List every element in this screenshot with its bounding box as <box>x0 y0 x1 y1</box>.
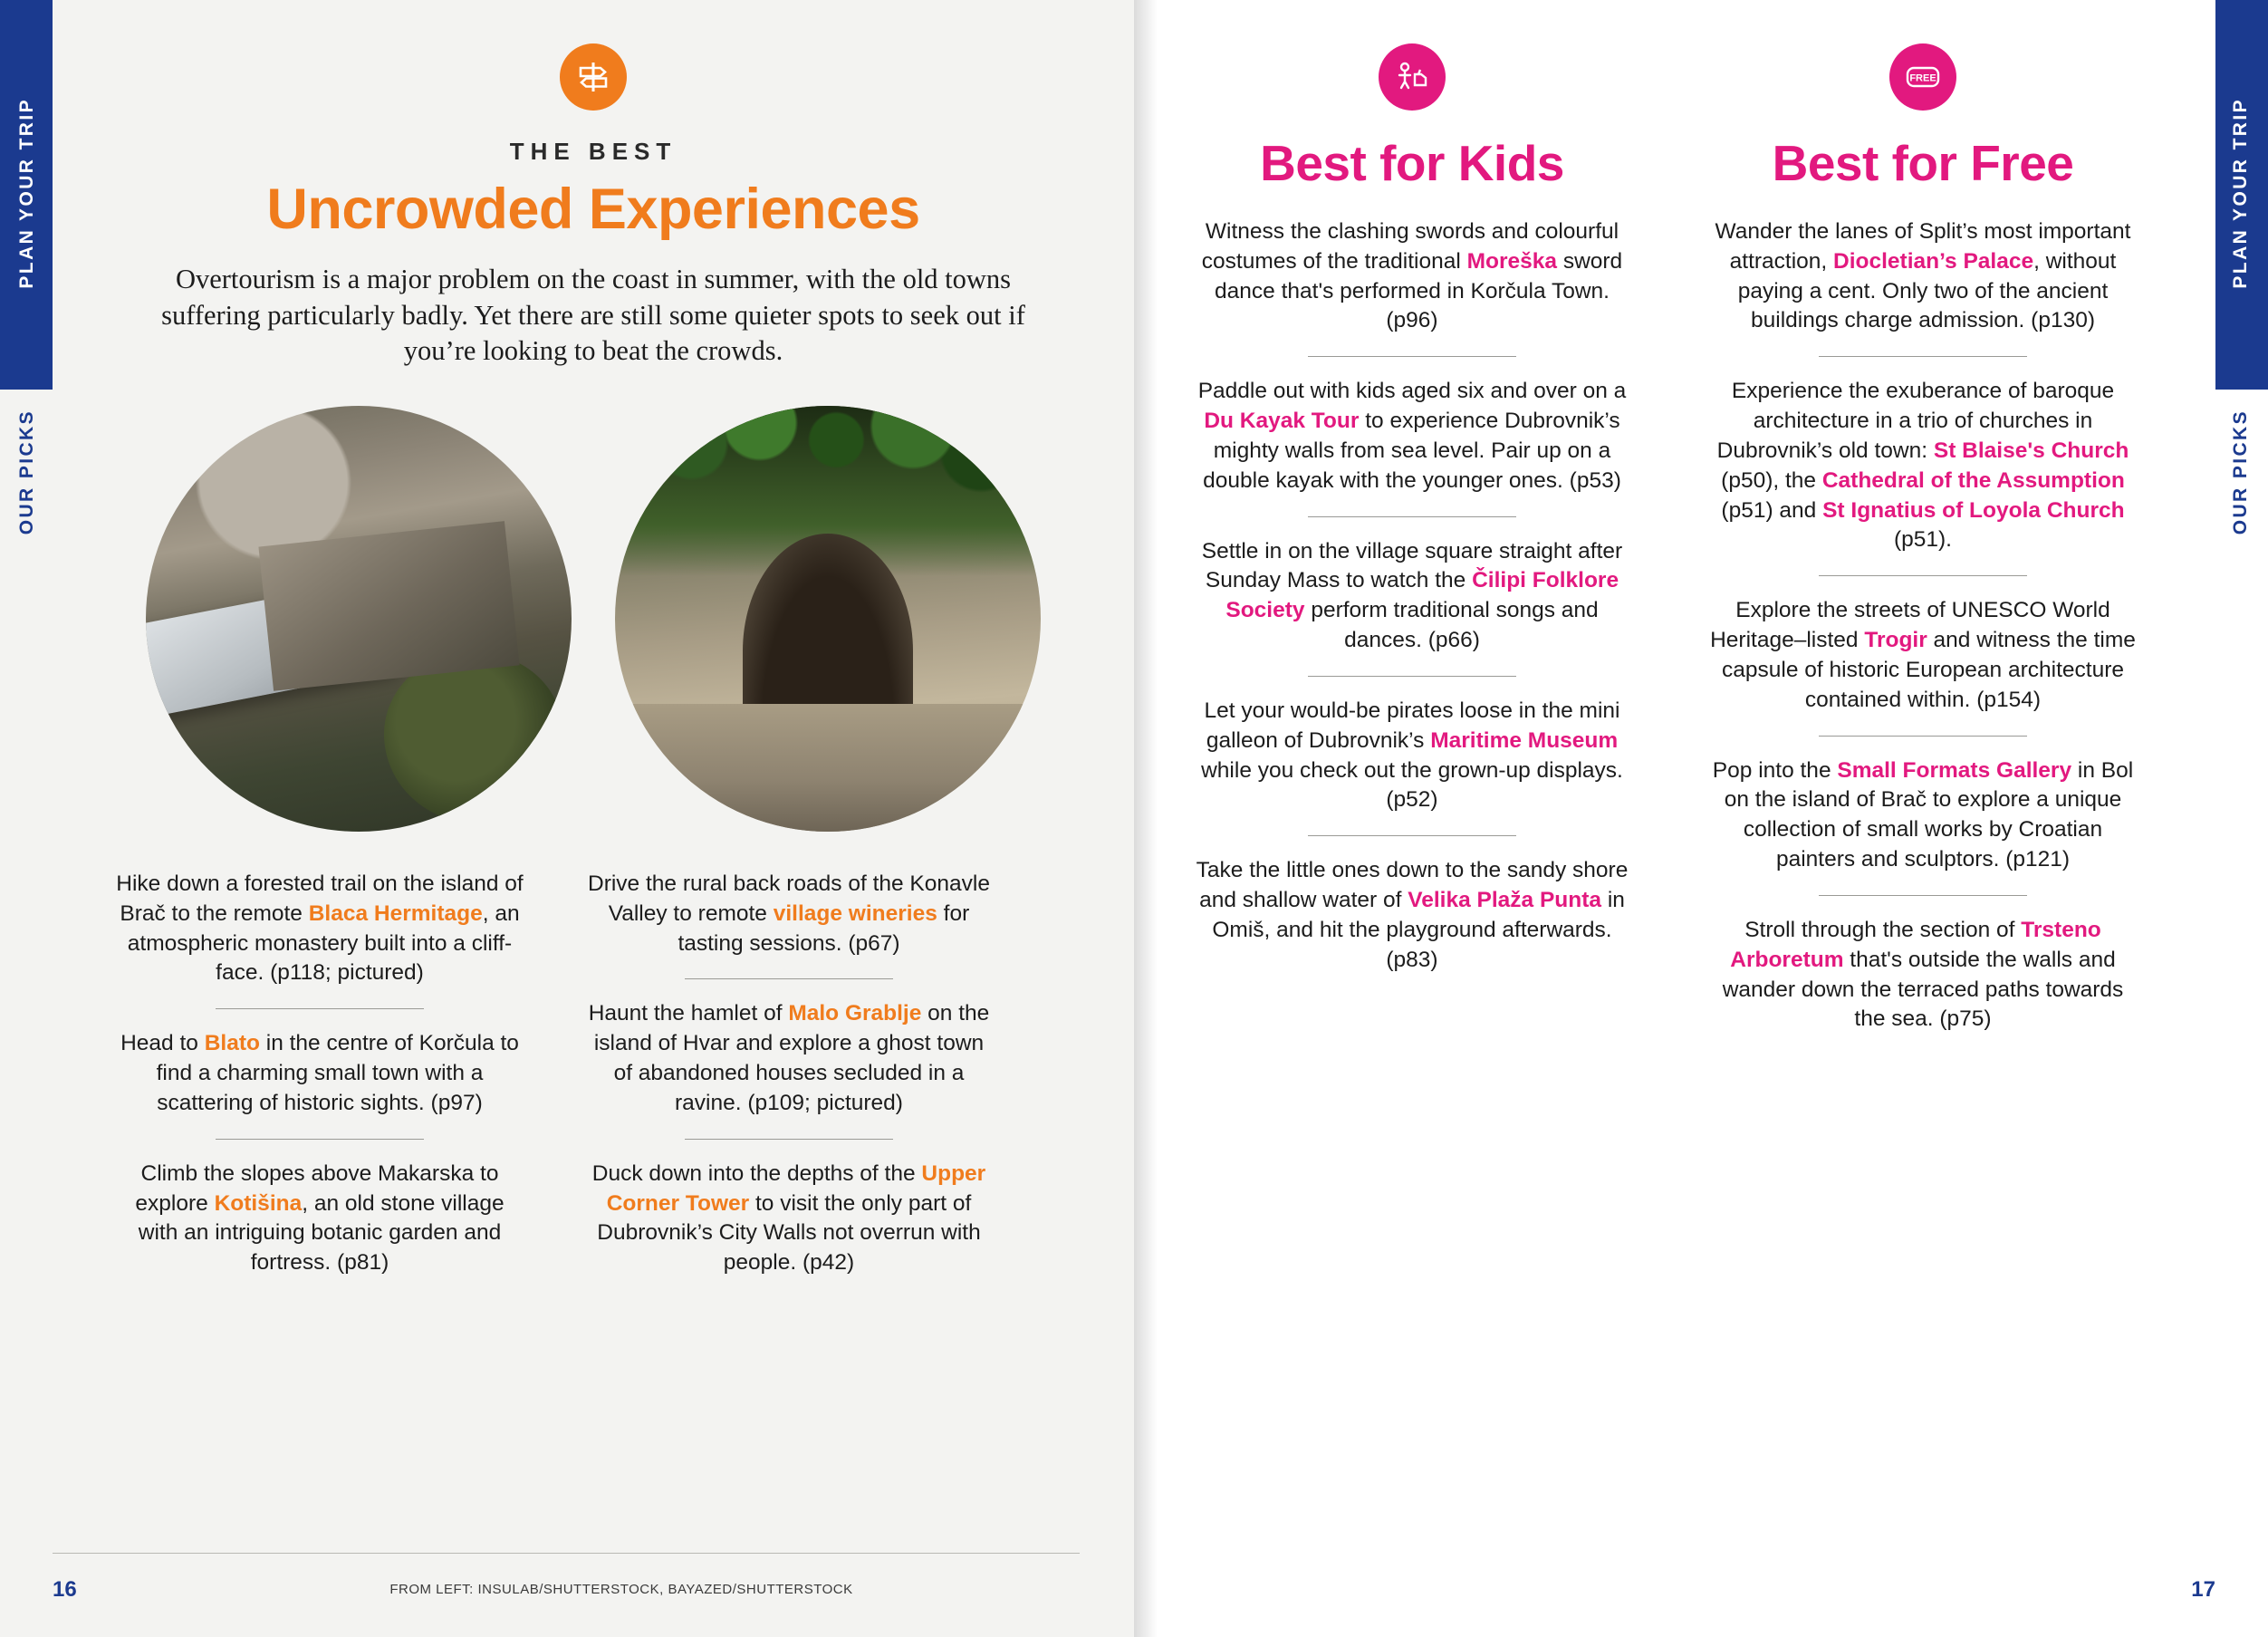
highlight-term: Cathedral of the Assumption <box>1821 467 2125 493</box>
highlight-term: Velika Plaža Punta <box>1408 888 1602 913</box>
highlight-term: Small Formats Gallery <box>1837 757 2072 783</box>
right-page <box>1134 0 2268 1637</box>
list-item: Pop into the Small Formats Gallery in Bol on the island of Brač to explore a unique collection of small works by Croatian painters and sculptors. (p121) <box>1712 757 2134 872</box>
section-title-best-for-free: Best for Free <box>1772 135 2074 191</box>
highlight-term: St Blaise's Church <box>1933 438 2129 463</box>
item-divider <box>1308 356 1516 357</box>
page-number-left: 16 <box>53 1577 77 1602</box>
highlight-term: Maritime Museum <box>1430 727 1619 753</box>
list-item: Let your would-be pirates loose in the mini galleon of Dubrovnik’s Maritime Museum while you check out the grown-up displays. (p52) <box>1201 698 1623 813</box>
vertical-tab-label: PLAN YOUR TRIP <box>2230 98 2251 289</box>
item-divider <box>216 1008 424 1009</box>
left-text-columns <box>107 870 1080 1278</box>
kicker-the-best: THE BEST <box>509 138 678 165</box>
list-item: Stroll through the section of Trsteno Arboretum that's outside the walls and wander down the terraced paths towards the sea. (p75) <box>1722 917 2124 1032</box>
vertical-tab-label-our-picks-left: OUR PICKS <box>16 409 37 535</box>
vertical-tab-plan-your-trip-left <box>0 0 53 390</box>
list-item: Hike down a forested trail on the island of Brač to the remote Blaca Hermitage, an atmospheric monastery built into a cliff-face. (p118; pictured) <box>116 871 524 986</box>
intro-paragraph: Overtourism is a major problem on the coast in summer, with the old towns suffering particularly badly. Yet there are still some quieter spots to seek out if you’re looking to beat the crowds. <box>161 264 1025 367</box>
list-item: Paddle out with kids aged six and over on a Du Kayak Tour to experience Dubrovnik’s mighty walls from sea level. Pair up on a double kayak with the younger ones. (p53) <box>1197 379 1627 493</box>
list-item: Explore the streets of UNESCO World Heritage–listed Trogir and witness the time capsule of historic European architecture contained within. (p154) <box>1710 598 2136 712</box>
list-item: Wander the lanes of Split’s most important attraction, Diocletian’s Palace, without paying a cent. Only two of the ancient buildings charge admission. (p130) <box>1715 219 2131 333</box>
item-divider <box>1819 736 2027 737</box>
list-item: Head to Blato in the centre of Korčula to find a charming small town with a scattering of historic sights. (p97) <box>120 1031 519 1115</box>
puppet-show-icon <box>1379 43 1446 111</box>
highlight-term: Upper Corner Tower <box>606 1160 986 1216</box>
free-badge-icon <box>1889 43 1956 111</box>
column-uncrowded-left <box>107 870 533 1278</box>
item-divider <box>685 978 893 979</box>
highlight-term: Moreška <box>1466 248 1558 274</box>
highlight-term: Kotišina <box>214 1190 303 1216</box>
best-for-free-items <box>1699 217 2147 1035</box>
best-for-kids-items <box>1188 217 1636 976</box>
vertical-tab-label: PLAN YOUR TRIP <box>16 98 37 289</box>
highlight-term: Blaca Hermitage <box>308 900 483 926</box>
highlight-term: Čilipi Folklore Society <box>1225 568 1619 623</box>
page-number-right: 17 <box>2191 1577 2215 1602</box>
list-item: Haunt the hamlet of Malo Grablje on the island of Hvar and explore a ghost town of abandoned houses secluded in a ravine. (p109; pictured) <box>588 1001 990 1115</box>
highlight-term: Trsteno Arboretum <box>1730 917 2101 972</box>
highlight-term: Du Kayak Tour <box>1204 409 1360 434</box>
highlight-term: Malo Grablje <box>788 1001 922 1026</box>
list-item: Settle in on the village square straight after Sunday Mass to watch the Čilipi Folklore Society perform traditional songs and dances. (p66) <box>1201 538 1623 653</box>
highlight-term: Trogir <box>1864 628 1927 653</box>
item-divider <box>1308 516 1516 517</box>
photo-pair <box>107 406 1080 832</box>
item-divider <box>1819 356 2027 357</box>
highlight-term: St Ignatius of Loyola Church <box>1822 497 2125 523</box>
left-page-content <box>53 0 1134 1637</box>
highlight-term: Diocletian’s Palace <box>1833 248 2034 274</box>
list-item: Duck down into the depths of the Upper Corner Tower to visit the only part of Dubrovnik’s City Walls not overrun with people. (p42) <box>591 1160 986 1276</box>
item-divider <box>685 1139 893 1140</box>
highlight-term: Blato <box>204 1031 260 1056</box>
item-divider <box>216 1139 424 1140</box>
page-title: Uncrowded Experiences <box>266 178 920 241</box>
section-title-best-for-kids: Best for Kids <box>1260 135 1564 191</box>
section-best-for-free <box>1699 43 2147 1637</box>
list-item: Climb the slopes above Makarska to explore Kotišina, an old stone village with an intriguing botanic garden and fortress. (p81) <box>135 1160 505 1276</box>
right-page-content <box>1188 0 2215 1637</box>
svg-text:FREE: FREE <box>1909 72 1936 84</box>
list-item: Drive the rural back roads of the Konavle Valley to remote village wineries for tasting sessions. (p67) <box>588 871 990 956</box>
item-divider <box>1819 895 2027 896</box>
column-uncrowded-right <box>576 870 1002 1278</box>
item-divider <box>1819 575 2027 576</box>
list-item: Witness the clashing swords and colourful costumes of the traditional Moreška sword dance that's performed in Korčula Town. (p96) <box>1201 219 1623 333</box>
footer-rule <box>53 1553 1080 1554</box>
section-best-for-kids <box>1188 43 1636 1637</box>
list-item: Take the little ones down to the sandy shore and shallow water of Velika Plaža Punta in Omiš, and hit the playground afterwards. (p83) <box>1196 858 1629 972</box>
photo-credit: FROM LEFT: INSULAB/SHUTTERSTOCK, BAYAZED/SHUTTERSTOCK <box>389 1582 853 1597</box>
list-item: Experience the exuberance of baroque architecture in a trio of churches in Dubrovnik’s old town: St Blaise's Church (p50), the Cathedral of the Assumption (p51) and St Ignatius of Loyola Church (p51). <box>1716 379 2129 553</box>
item-divider <box>1308 676 1516 677</box>
photo-blaca-hermitage <box>146 406 572 832</box>
vertical-tab-plan-your-trip-right <box>2215 0 2268 390</box>
signpost-icon <box>560 43 627 111</box>
item-divider <box>1308 835 1516 836</box>
highlight-term: village wineries <box>773 900 937 926</box>
photo-malo-grablje <box>615 406 1041 832</box>
vertical-tab-label-our-picks-right: OUR PICKS <box>2230 409 2251 535</box>
